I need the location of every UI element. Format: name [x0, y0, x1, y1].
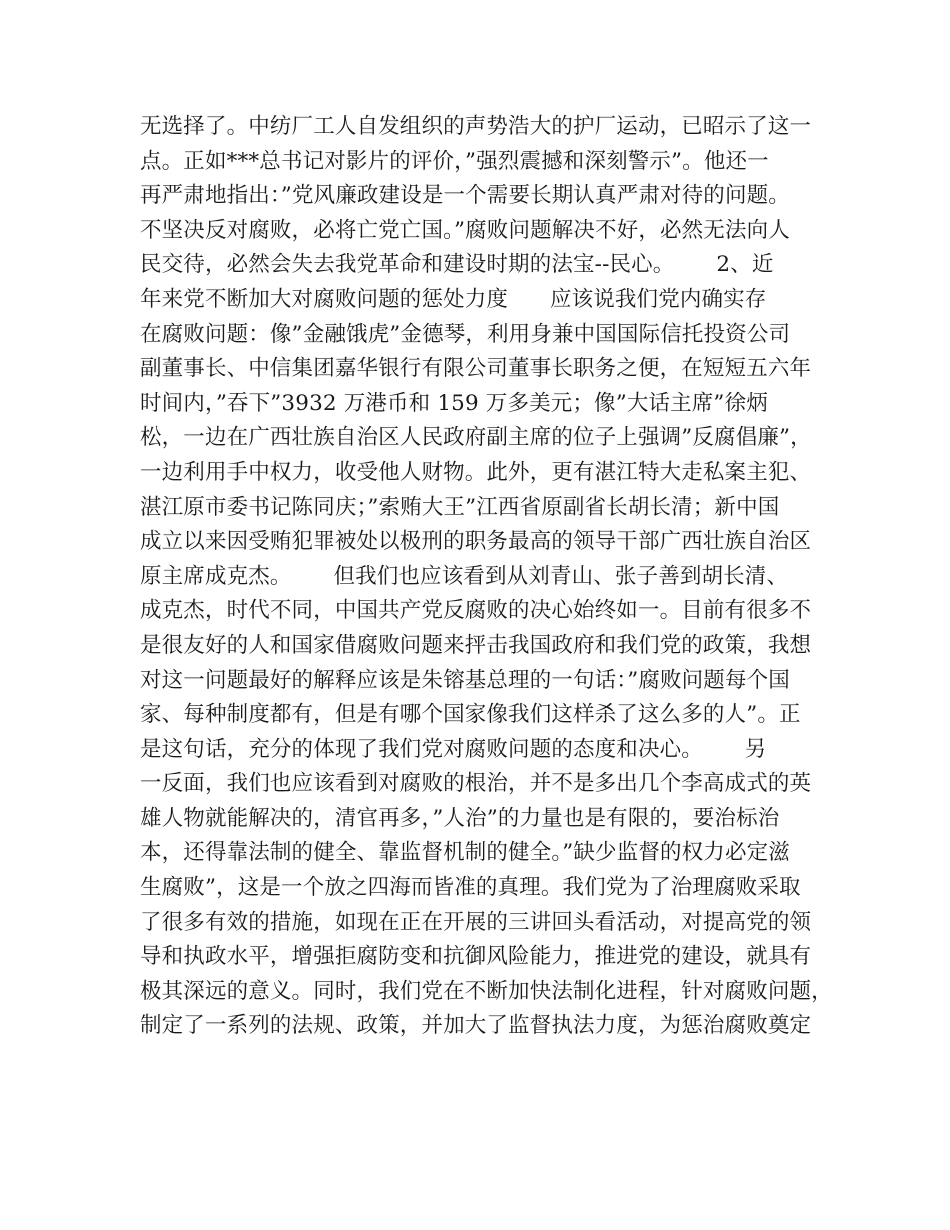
text-line: 民交待，必然会失去我党革命和建设时期的法宝--民心。 2、近 — [140, 252, 774, 278]
text-line: 制定了一系列的法规、政策，并加大了监督执法力度，为惩治腐败奠定 — [140, 1013, 812, 1039]
text-line: 是很友好的人和国家借腐败问题来抨击我国政府和我们党的政策，我想 — [140, 632, 812, 658]
text-line: 成克杰，时代不同，中国共产党反腐败的决心始终如一。目前有很多不 — [140, 598, 812, 624]
text-line: 生腐败”，这是一个放之四海而皆准的真理。我们党为了治理腐败采取 — [140, 875, 801, 901]
text-line: 雄人物就能解决的，清官再多，”人治”的力量也是有限的，要治标治 — [140, 805, 780, 831]
text-line: 时间内，”吞下”3932 万港币和 159 万多美元；像”大话主席”徐炳 — [140, 390, 768, 416]
text-line: 再严肃地指出：”党风廉政建设是一个需要长期认真严肃对待的问题。 — [140, 183, 790, 209]
text-line: 湛江原市委书记陈同庆；”索贿大王”江西省原副省长胡长清；新中国 — [140, 494, 780, 520]
text-line: 松，一边在广西壮族自治区人民政府副主席的位子上强调”反腐倡廉”， — [140, 425, 812, 451]
text-line: 是这句话，充分的体现了我们党对腐败问题的态度和决心。 另 — [140, 736, 767, 762]
text-line: 原主席成克杰。 但我们也应该看到从刘青山、张子善到胡长清、 — [140, 563, 789, 589]
text-line: 不坚决反对腐败，必将亡党亡国。”腐败问题解决不好，必然无法向人 — [140, 217, 790, 243]
text-line: 在腐败问题：像”金融饿虎”金德琴，利用身兼中国国际信托投资公司 — [140, 321, 791, 347]
text-line: 点。正如***总书记对影片的评价，”强烈震撼和深刻警示”。他还一 — [140, 148, 769, 174]
text-line: 一反面，我们也应该看到对腐败的根治，并不是多出几个李高成式的英 — [140, 771, 812, 797]
text-line: 了很多有效的措施，如现在正在开展的三讲回头看活动，对提高党的领 — [140, 909, 812, 935]
text-line: 家、每种制度都有，但是有哪个国家像我们这样杀了这么多的人”。正 — [140, 702, 801, 728]
text-line: 无选择了。中纺厂工人自发组织的声势浩大的护厂运动，已昭示了这一 — [140, 114, 812, 139]
text-line: 本，还得靠法制的健全、靠监督机制的健全。”缺少监督的权力必定滋 — [140, 840, 790, 866]
text-line: 一边利用手中权力，收受他人财物。此外，更有湛江特大走私案主犯、 — [140, 459, 812, 485]
text-line: 极其深远的意义。同时，我们党在不断加快法制化进程，针对腐败问题， — [140, 978, 833, 1004]
text-line: 副董事长、中信集团嘉华银行有限公司董事长职务之便，在短短五六年 — [140, 356, 812, 382]
text-line: 成立以来因受贿犯罪被处以极刑的职务最高的领导干部广西壮族自治区 — [140, 529, 812, 555]
body-text — [140, 110, 833, 1044]
text-line: 对这一问题最好的解释应该是朱镕基总理的一句话：”腐败问题每个国 — [140, 667, 790, 693]
text-line: 导和执政水平，增强拒腐防变和抗御风险能力，推进党的建设，就具有 — [140, 944, 812, 970]
text-line: 年来党不断加大对腐败问题的惩处力度 应该说我们党内确实存 — [140, 286, 767, 312]
